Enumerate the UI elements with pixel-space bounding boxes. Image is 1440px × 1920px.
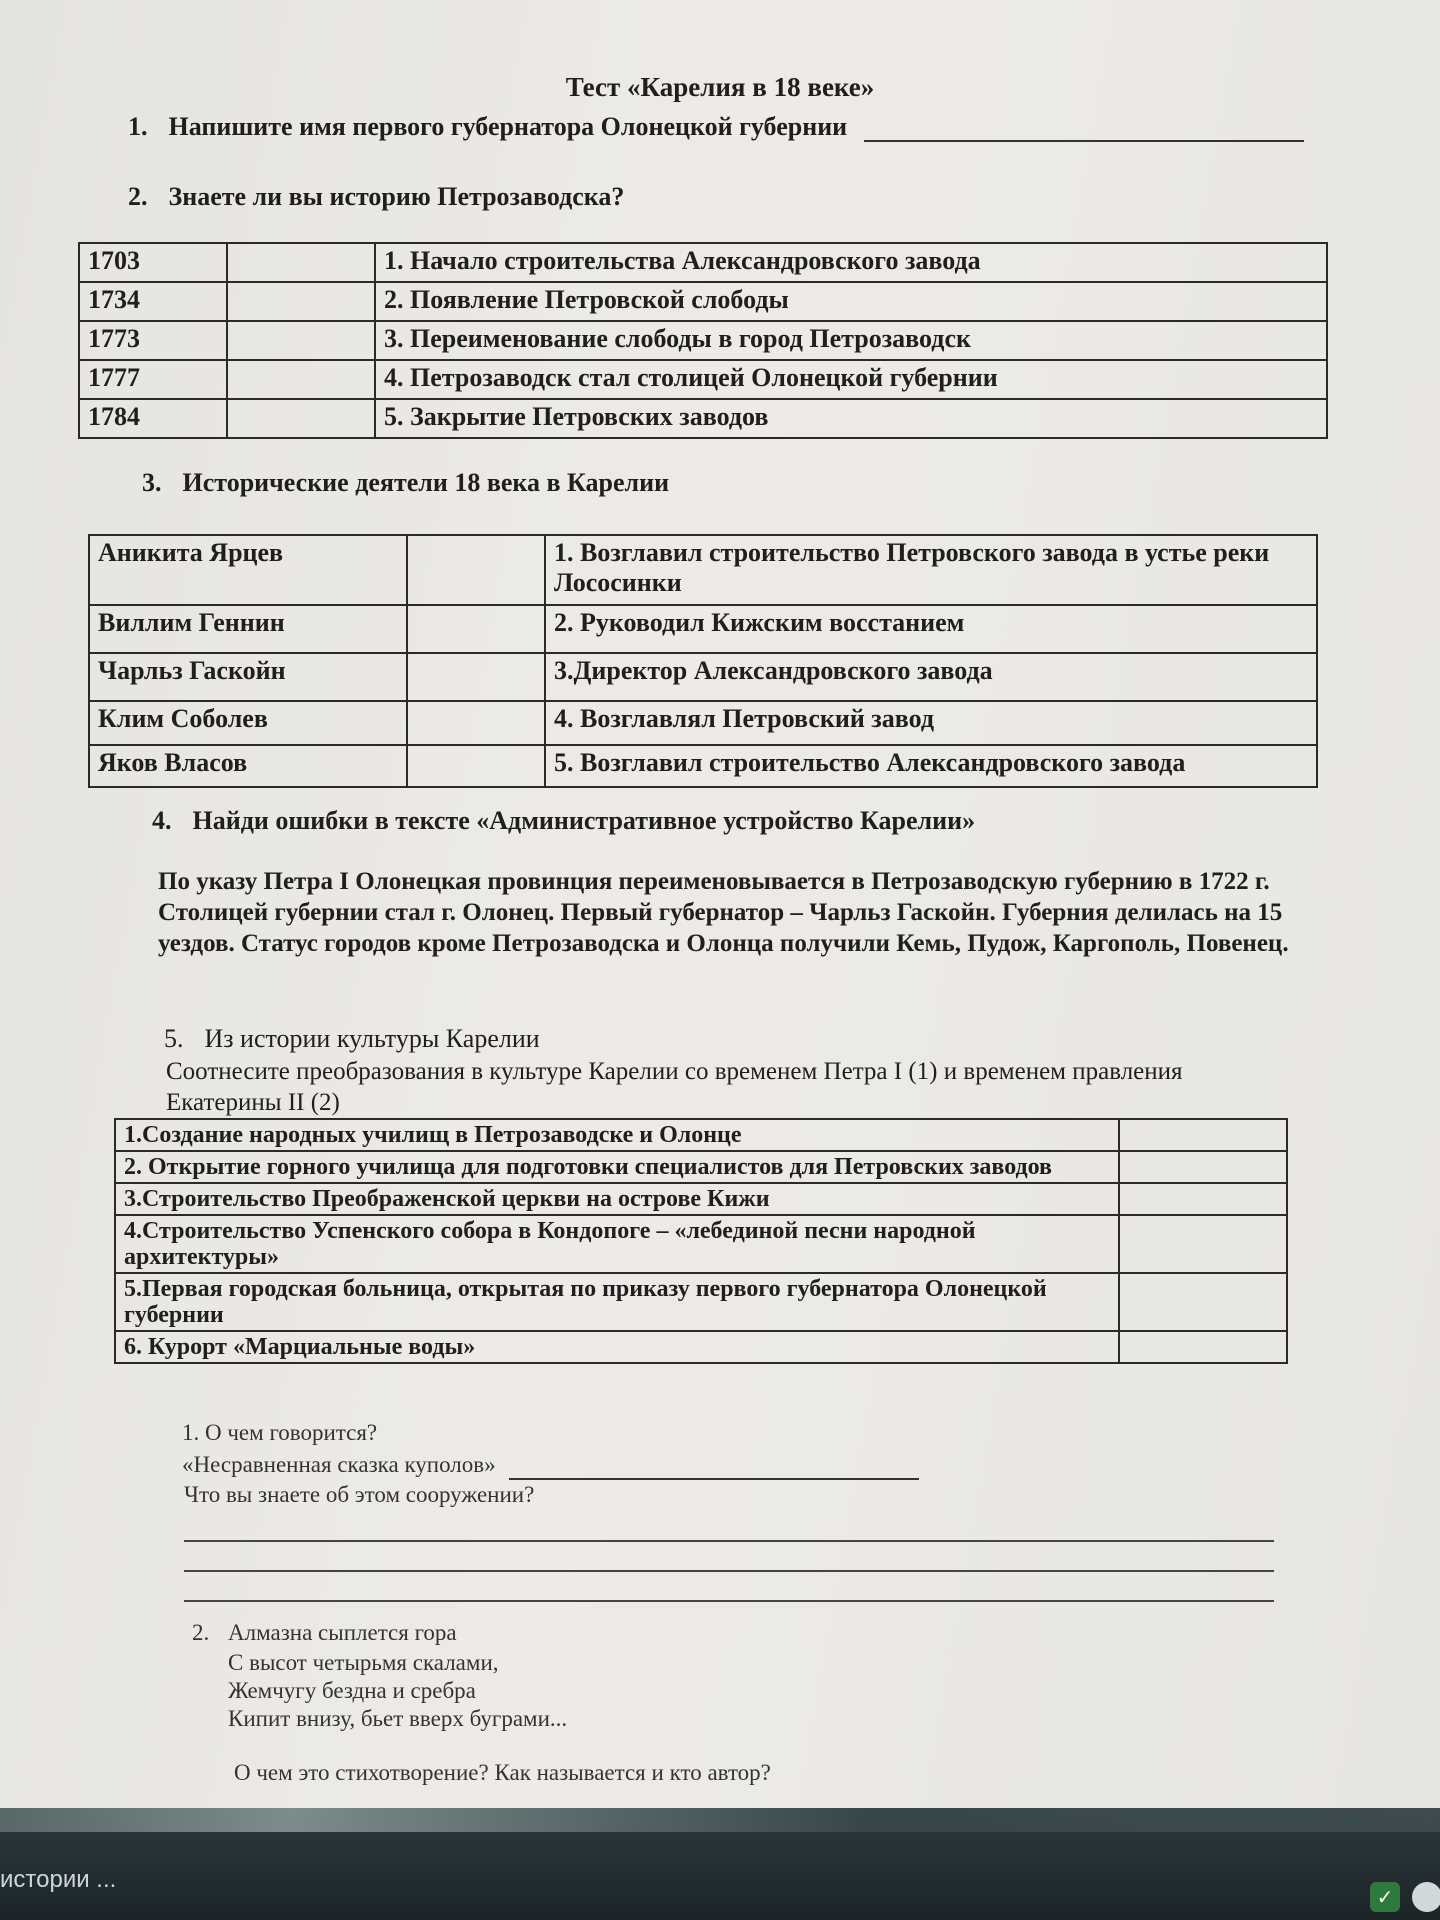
table-row [79,399,1327,438]
question-2 [128,182,624,212]
answer-cell[interactable] [1119,1151,1287,1183]
extra-1-question: Что вы знаете об этом сооружении? [184,1482,535,1507]
answer-line[interactable] [184,1600,1274,1602]
year-cell: 1734 [79,282,227,321]
question-3-number: 3. [142,468,162,497]
answer-cell[interactable] [407,535,545,605]
table-row [79,243,1327,282]
shield-icon[interactable]: ✓ [1370,1882,1400,1912]
answer-line[interactable] [509,1458,919,1480]
answer-cell[interactable] [1119,1119,1287,1151]
table-row [115,1151,1287,1183]
item-cell: 6. Курорт «Марциальные воды» [115,1331,1119,1363]
question-4-text: Найди ошибки в тексте «Административное устройство Карелии» [192,806,976,835]
table-row [89,653,1317,701]
role-cell: 5. Возглавил строительство Александровского завода [545,745,1317,787]
year-cell: 1784 [79,399,227,438]
answer-cell[interactable] [227,243,375,282]
table-row [115,1331,1287,1363]
question-5 [164,1024,540,1054]
question-1-text: Напишите имя первого губернатора Олонецкой губернии [168,112,848,141]
extra-1-quote-line [182,1450,919,1480]
answer-cell[interactable] [227,282,375,321]
answer-cell[interactable] [407,701,545,745]
event-cell: 4. Петрозаводск стал столицей Олонецкой губернии [375,360,1327,399]
table-row [79,321,1327,360]
question-2-text: Знаете ли вы историю Петрозаводска? [168,182,625,211]
poem-line: С высот четырьмя скалами, [228,1650,499,1675]
answer-cell[interactable] [407,745,545,787]
table-row [89,535,1317,605]
question-1 [128,112,1304,142]
question-1-number: 1. [128,112,148,141]
table-row [79,360,1327,399]
event-cell: 2. Появление Петровской слободы [375,282,1327,321]
figures-table [88,534,1318,788]
extra-1-title: О чем говорится? [205,1420,378,1445]
answer-cell[interactable] [407,605,545,653]
page-title: Тест «Карелия в 18 веке» [565,72,875,102]
taskbar [0,1808,1440,1920]
answer-line[interactable] [864,116,1304,142]
question-5-number: 5. [164,1024,184,1053]
table-row [115,1119,1287,1151]
item-cell: 2. Открытие горного училища для подготовки специалистов для Петровских заводов [115,1151,1119,1183]
extra-2-question: О чем это стихотворение? Как называется и кто автор? [234,1760,771,1785]
event-cell: 5. Закрытие Петровских заводов [375,399,1327,438]
person-cell: Яков Власов [89,745,407,787]
answer-cell[interactable] [227,399,375,438]
event-cell: 3. Переименование слободы в город Петрозаводск [375,321,1327,360]
item-cell: 1.Создание народных училищ в Петрозаводске и Олонце [115,1119,1119,1151]
poem-line: Кипит внизу, бьет вверх буграми... [228,1706,568,1731]
table-row [115,1183,1287,1215]
question-4-number: 4. [152,806,172,835]
role-cell: 2. Руководил Кижским восстанием [545,605,1317,653]
table-row [89,745,1317,787]
question-4 [152,806,975,836]
role-cell: 1. Возглавил строительство Петровского завода в устье реки Лососинки [545,535,1317,605]
error-paragraph: По указу Петра I Олонецкая провинция переименовывается в Петрозаводскую губернию в 1722 г. Столицей губернии стал г. Олонец. Первый губернатор – Чарльз Гаскойн. Губерния делилась на 15 уездов. Статус городов кроме Петрозаводска и Олонца получили Кемь, Пудож, Каргополь, Повенец. [158,868,1289,957]
chrome-icon[interactable] [1412,1882,1440,1912]
answer-cell[interactable] [1119,1215,1287,1273]
role-cell: 4. Возглавлял Петровский завод [545,701,1317,745]
item-cell: 3.Строительство Преображенской церкви на острове Кижи [115,1183,1119,1215]
event-cell: 1. Начало строительства Александровского завода [375,243,1327,282]
answer-line[interactable] [184,1540,1274,1542]
extra-2-number: 2. [192,1620,210,1645]
role-cell: 3.Директор Александровского завода [545,653,1317,701]
person-cell: Виллим Геннин [89,605,407,653]
extra-question-1 [182,1418,377,1448]
answer-cell[interactable] [227,321,375,360]
history-table [78,242,1328,439]
item-cell: 4.Строительство Успенского собора в Кондопоге – «лебединой песни народной архитектуры» [115,1215,1119,1273]
question-3 [142,468,669,498]
question-5-text: Из истории культуры Карелии [204,1024,540,1053]
taskbar-window-label[interactable]: истории ... [0,1866,117,1893]
answer-cell[interactable] [227,360,375,399]
table-row [89,605,1317,653]
poem-line: Алмазна сыплется гора [228,1620,457,1645]
answer-cell[interactable] [407,653,545,701]
person-cell: Клим Соболев [89,701,407,745]
person-cell: Чарльз Гаскойн [89,653,407,701]
question-5-instruction: Соотнесите преобразования в культуре Карелии со временем Петра I (1) и временем правления Екатерины II (2) [166,1058,1183,1116]
culture-table [114,1118,1288,1364]
item-cell: 5.Первая городская больница, открытая по приказу первого губернатора Олонецкой губернии [115,1273,1119,1331]
year-cell: 1703 [79,243,227,282]
taskbar-thumbnail-strip [0,1808,1440,1832]
answer-cell[interactable] [1119,1183,1287,1215]
table-row [79,282,1327,321]
person-cell: Аникита Ярцев [89,535,407,605]
year-cell: 1777 [79,360,227,399]
year-cell: 1773 [79,321,227,360]
table-row [89,701,1317,745]
extra-1-number: 1. [182,1420,200,1445]
table-row [115,1273,1287,1331]
answer-cell[interactable] [1119,1273,1287,1331]
question-2-number: 2. [128,182,148,211]
answer-line[interactable] [184,1570,1274,1572]
extra-1-quote: «Несравненная сказка куполов» [182,1452,496,1477]
poem-line: Жемчугу бездна и сребра [228,1678,476,1703]
table-row [115,1215,1287,1273]
answer-cell[interactable] [1119,1331,1287,1363]
question-3-text: Исторические деятели 18 века в Карелии [182,468,670,497]
